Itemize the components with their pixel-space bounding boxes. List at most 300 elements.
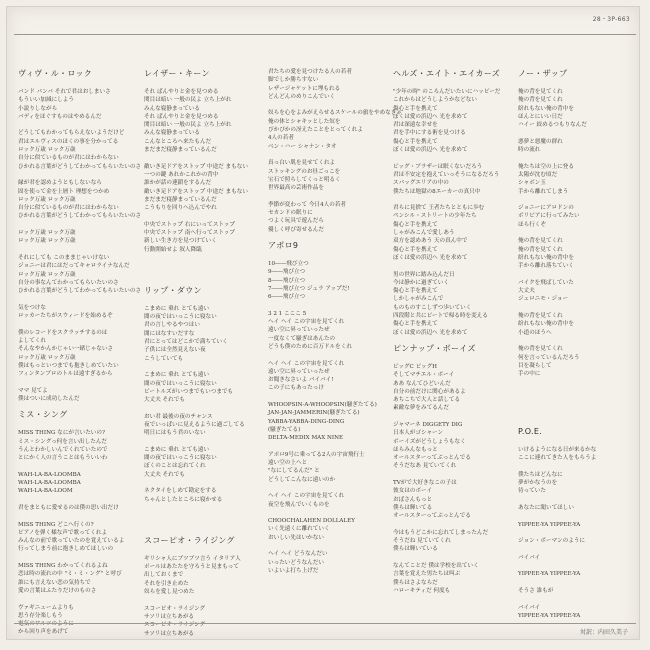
lyric-line: 四段階と共にビートで帰る時を変える: [393, 313, 488, 320]
song-block: [18, 409, 133, 636]
lyric-line: ほら行くぞ: [518, 221, 546, 228]
stanza-break: [518, 412, 633, 420]
lyric-line: 7――飛び立つ ジェラ アップだ!: [268, 285, 350, 292]
lyric-line: ひかれる言葉がどうしてわかってもらいたいのさ: [18, 288, 142, 295]
stanza-break: [518, 403, 633, 411]
lyric-line: ハローキティだ 何度も: [393, 587, 451, 594]
song-title: ヘルズ・エイト・エイカーズ: [393, 69, 501, 78]
lyric-line: "なにしてるんだ" と: [268, 468, 320, 475]
stanza-break: [18, 320, 133, 328]
lyric-line: 小説りしながら: [18, 105, 58, 112]
lyric-line: ピアノを弾く様な声で歌ってくれよ: [18, 529, 108, 536]
lyric-line: ぼくは愛の浜辺へ 光を求めて: [393, 254, 468, 261]
stanza-break: [518, 271, 633, 279]
lyric-line: そんなやかんかじゃい一緒じゃないさ: [18, 346, 114, 353]
lyric-line: ロック万歳 ロック万歳: [18, 354, 76, 361]
lyric-line: レザージャケットに埋もれる: [268, 85, 341, 92]
lyric-line: ジャマーネ DIGGETY DIG: [393, 421, 463, 428]
lyric-line: JAN-JAN-JAMMERIN(騒ぎたてる): [268, 410, 360, 417]
lyric-line: 太陽が沈む頃だ: [518, 171, 558, 178]
lyric-line: 敵いき足ドアをストップ 中途だ まもない: [144, 188, 248, 195]
lyric-line: 誰にも言えない恋の気持ちで: [18, 579, 91, 586]
lyric-line: ギリシャ人にブツブツ言う イタリア人: [144, 555, 241, 562]
lyric-line: どうしてもわかってもらえないようだけど: [18, 130, 125, 137]
lyric-line: 時の流れ: [518, 147, 541, 154]
lyric-line: しゃがみこんで愛しあう: [393, 230, 455, 237]
stanza-break: [144, 404, 259, 412]
lyric-line: 僕はもっといつまでも抱きしめていたい: [18, 362, 119, 369]
lyric-line: よしてくれ: [18, 337, 46, 344]
stanza-break: [144, 479, 259, 487]
lyric-line: ヘイ ヘイ この宇宙を見てくれ: [268, 319, 345, 326]
lyric-line: サソリは立ちあがる: [144, 613, 195, 620]
lyric-line: 闇の夜ではいっこうに寝ない: [144, 380, 217, 387]
lyric-line: 紛れもない俺の背中を: [518, 105, 574, 112]
lyric-line: あなたに聞いてほしい: [518, 504, 574, 511]
lyric-line: そうだね 見ていてくれ: [393, 538, 451, 545]
lyric-line: 一つの鍵 あれかこれかの背中: [144, 171, 219, 178]
lyric-line: これからはどうしようかなどない: [393, 97, 477, 104]
lyric-line: 傷心と手を携えて: [393, 246, 438, 253]
stanza-break: [18, 378, 133, 386]
lyric-line: 優しく呼び寄せるんだ: [268, 226, 324, 233]
stanza-break: [144, 521, 259, 529]
lyric-line: 俺の背を見てくれ: [518, 238, 563, 245]
lyric-line: バイバイ: [518, 554, 541, 561]
lyric-line: 何を言っているんだろう: [518, 354, 580, 361]
song-title: アポロ9: [268, 240, 299, 250]
lyric-line: 明日にはもう君のいない: [144, 430, 206, 437]
lyric-line: 傷心と手を携えて: [393, 321, 438, 328]
lyric-line: みんな寝静まっている: [144, 130, 200, 137]
lyric-line: 君の言しやるやつはい: [144, 322, 200, 329]
lyric-line: ものものすこしずつ歩いていく: [393, 304, 472, 311]
stanza-break: [144, 262, 259, 270]
lyric-line: 真っ白い肌を見せてくれよ: [268, 160, 336, 167]
lyric-line: ぼくは愛の浜辺へ 光を求めて: [393, 113, 468, 120]
lyric-line: スコーピオ・ライジング: [144, 605, 206, 612]
lyric-line: ヘイ ヘイ どうなんだい: [268, 551, 328, 558]
song-title: リップ・ダウン: [144, 285, 202, 295]
lyric-line: 紛れもない俺の背中を: [518, 321, 574, 328]
lyric-line: 夜でいっぱいに見えるように過ごしてる: [144, 421, 245, 428]
lyric-line: 傷心と手を携えて: [393, 138, 438, 145]
stanza-break: [144, 512, 259, 520]
lyric-line: 一度なくて騒ぎはあんたの: [268, 335, 336, 342]
lyric-line: なんてことだ 僕は学校を出ていく: [393, 563, 479, 570]
lyric-line: 君たちの愛を見つけたる人の若者: [268, 69, 352, 75]
lyric-line: スバッグエリアの中の: [393, 180, 449, 187]
lyric-line: 双方を認めあう 天の真ん中で: [393, 238, 468, 245]
stanza-break: [393, 413, 508, 421]
lyric-line: バンド バンバ それで君はおしまいさ: [18, 89, 111, 95]
lyric-line: 君はエルヴィスのほくの事を分かってる: [18, 138, 119, 145]
lyric-line: 自分の事なんてわかってもらいたいのさ: [18, 279, 119, 286]
lyric-line: そうだなあ 見ていてくれ: [393, 463, 457, 470]
lyric-line: オールスターってぶっとんでる: [393, 455, 471, 462]
lyric-line: ビッグ・ブラザーは眠くないだろう: [393, 163, 483, 170]
lyric-line: 遠い空に昇っていったぜ: [268, 327, 330, 334]
lyric-line: ああ なんてひどいんだ: [393, 380, 451, 387]
stanza-break: [393, 262, 508, 270]
lyric-line: 遠い空に昇っていったぜ: [268, 368, 330, 375]
lyric-line: YIPPEE-YA YIPPEE-YA: [518, 571, 581, 578]
lyric-line: ベン・ハー シャナン・タオ: [268, 143, 337, 150]
lyric-line: ぴかぴかの冴えたことをとってくれよ: [268, 127, 363, 134]
stanza-break: [518, 462, 633, 470]
lyric-line: 思う存分楽しもう: [18, 612, 63, 619]
lyric-line: ジョニーにアロドンの: [518, 205, 574, 212]
song-block: [268, 68, 402, 234]
lyric-line: ポールはあたたを守ろうと見まもって: [144, 564, 239, 571]
lyric-line: 4人の若者: [268, 135, 294, 142]
stanza-break: [144, 504, 259, 512]
lyric-line: バイバイ: [518, 604, 541, 611]
lyric-line: ちゃんとしたところに寝かせる: [144, 496, 223, 503]
song-block: [518, 68, 633, 420]
lyric-line: 出しておくまで: [144, 572, 184, 579]
lyric-line: 待っていた: [518, 488, 546, 495]
lyric-line: アポロ9号に乗ってる2人の宇宙飛行士: [268, 451, 365, 458]
lyric-line: 恋は時の流れの中 "ミ・ミ・ング" と呼び: [18, 571, 122, 578]
bottom-rule: [14, 623, 636, 624]
lyric-line: 世界最高の芸術作品を: [268, 185, 324, 192]
lyric-line: ヴァギニュームよりも: [18, 604, 74, 611]
lyric-line: 俺の背を見てくれ: [518, 97, 563, 104]
stanza-break: [268, 192, 383, 200]
lyric-line: フィンタンブロのトルは遠すぎるから: [18, 371, 113, 378]
lyric-line: 電気のワルツのように: [18, 621, 74, 628]
lyric-line: YIPPEE-YA YIPPEE-YA: [518, 521, 581, 528]
lyric-line: サソリは立ちあがる: [144, 630, 195, 637]
lyric-line: MISS THING わかってくれるよね: [18, 563, 108, 570]
lyric-line: WAH-LA-BA-LOOM: [18, 488, 73, 495]
lyric-line: TVがで大好きなこの子は: [393, 480, 457, 487]
lyric-line: 俺の背を見てくれ: [518, 89, 563, 95]
stanza-break: [268, 509, 383, 517]
stanza-break: [18, 246, 133, 254]
song-block: [518, 426, 633, 620]
lyric-line: 今はもうどこかに忘れてしまったんだ: [393, 529, 489, 536]
song-title: スコーピオ・ライジング: [144, 535, 235, 545]
stanza-break: [518, 196, 633, 204]
lyric-line: どうも僕のために百万ドルをくれ: [268, 343, 352, 350]
lyric-line: 大丈夫 それでも: [144, 471, 185, 478]
lyric-line: こまめに 乗れ とても遠い: [144, 446, 210, 453]
lyric-line: ボリビアに行ってみたい: [518, 213, 580, 220]
lyric-line: ひかれる言葉がどうしてわかってもらいたいのさ: [18, 213, 142, 220]
lyric-line: 闇にはなすいだすな: [144, 330, 195, 337]
stanza-break: [144, 596, 259, 604]
stanza-break: [18, 512, 133, 520]
lyric-line: 小道のほうへ: [518, 329, 552, 336]
lyric-line: 僕たちはどんなに: [518, 471, 563, 478]
lyric-line: から回り声をあげて: [18, 629, 69, 636]
lyric-line: 敵いき足ドアをストップ 中途だ まもない: [144, 163, 248, 170]
stanza-break: [268, 351, 383, 359]
lyric-line: そしてマチエル・ボーイ: [393, 372, 455, 379]
song-block: [144, 68, 259, 279]
lyric-line: 脚でしか勝ちすない: [268, 77, 319, 84]
lyric-line: オールスターってぶっとんでる: [393, 513, 471, 520]
stanza-break: [518, 395, 633, 403]
lyric-line: 君は不安定を抱えていっそうになるだろう: [393, 171, 500, 178]
lyric-line: ビッグC ビッグH: [393, 363, 438, 370]
lyric-line: 闇の夜ではいっこうに寝ない: [144, 314, 217, 321]
lyrics-column-2: [144, 68, 259, 644]
stanza-break: [18, 554, 133, 562]
stanza-break: [18, 462, 133, 470]
stanza-break: [18, 121, 133, 129]
lyric-line: うんとわかしいんでくれていたので: [18, 446, 108, 453]
lyric-line: 10――飛び立つ: [268, 260, 309, 267]
lyric-line: セカンドの眠りに: [268, 210, 313, 217]
lyric-line: シャボン玉: [518, 180, 546, 187]
lyric-line: まだまだ寝静まっているんだ: [144, 147, 217, 154]
lyric-line: ぼくは愛の浜辺へ 光を求めて: [393, 329, 468, 336]
lyric-line: いよいよ打ち上げだ: [268, 567, 319, 574]
lyric-line: 固を使って金を上層ト 理想をつかめ: [18, 188, 110, 195]
lyric-line: こまめに 乗れ とても遠い: [144, 372, 210, 379]
lyric-line: 奴らを愛し見つめた: [144, 589, 195, 596]
stanza-break: [393, 521, 508, 529]
lyric-line: 素敵な夢をみてるんだ: [393, 405, 449, 412]
lyric-line: 行動開始せよ 叙人降臨: [144, 246, 202, 253]
lyric-line: 遠い空の上へと: [268, 460, 308, 467]
song-block: [144, 285, 259, 529]
lyric-line: バイクを飛ばしていた: [518, 279, 574, 286]
stanza-break: [393, 196, 508, 204]
stanza-break: [268, 484, 383, 492]
lyric-line: とにかく人の言うことはもういいわ: [18, 455, 108, 462]
lyric-line: 彼女はのボーイ: [393, 488, 433, 495]
lyric-line: いけるようになる日が来るかな: [518, 446, 597, 453]
stanza-break: [518, 496, 633, 504]
lyric-line: 手の中に: [518, 371, 541, 378]
lyric-line: 関目は暗い 一般の民よ 立ち上がれ: [144, 122, 232, 129]
stanza-break: [18, 595, 133, 603]
lyric-line: WAH-LA-BA-LOOMBA: [18, 471, 81, 478]
lyric-line: DELTA-MEDIX MAX NINE: [268, 435, 344, 442]
lyric-line: 傷心と手を携えて: [393, 288, 438, 295]
lyric-line: 自分に似ているものが君にはわからない: [18, 205, 119, 212]
song-title: ヴィヴ・ル・ロック: [18, 69, 93, 78]
stanza-break: [268, 151, 383, 159]
lyric-line: 中央でストップ 右にいってストップ: [144, 221, 235, 228]
lyric-line: ミス・シングっ何を言い出したんだ: [18, 438, 108, 445]
lyric-line: 悪夢と悪魔の群れ: [518, 138, 563, 145]
lyric-line: WAH-LA-BA-LOOMBA: [18, 480, 81, 487]
lyric-line: 子供には全然見えない夜: [144, 347, 206, 354]
top-rule: [14, 34, 636, 35]
lyric-line: 手から離れてしまう: [518, 188, 569, 195]
song-block: [393, 68, 508, 337]
lyric-line: 僕のレコードをスクラッチするのは: [18, 329, 108, 336]
lyrics-column-3: [268, 68, 402, 581]
stanza-break: [144, 363, 259, 371]
stanza-break: [18, 171, 133, 179]
lyric-line: ほらみんなもっと: [393, 446, 438, 453]
lyric-line: ハイー 絞めるつもりなんだ: [518, 122, 587, 129]
stanza-break: [18, 295, 133, 303]
lyric-line: 宝石で照らしてくっと明るく: [268, 176, 341, 183]
lyric-line: それ ぱんやりと金を見つめる: [144, 113, 219, 120]
lyric-line: 男の世界に踏み込んだ日: [393, 271, 455, 278]
lyric-line: 言葉を覚えた男たちは叫ぶ: [393, 571, 461, 578]
lyric-line: ロック万歳 ロック万歳: [18, 230, 76, 237]
stanza-break: [518, 154, 633, 162]
lyric-line: おい君 最後の夜のチャンス: [144, 413, 213, 420]
stanza-break: [518, 337, 633, 345]
stanza-break: [518, 129, 633, 137]
lyric-line: こうもりを回りへ込んでやれ: [144, 205, 217, 212]
lyric-line: つよく玩具で遊んだら: [268, 218, 324, 225]
stanza-break: [518, 579, 633, 587]
lyric-line: おいしい先はいかない: [268, 534, 324, 541]
stanza-break: [144, 438, 259, 446]
lyric-line: あちこちで大人と話してる: [393, 397, 461, 404]
lyric-line: ヘイ ヘイ この宇宙を見てくれ: [268, 493, 345, 500]
lyric-line: ロック万歳 ロック万歳: [18, 147, 76, 154]
lyric-line: それを引き止めた: [144, 580, 189, 587]
stanza-break: [518, 387, 633, 395]
lyric-line: 僕らは輝いてる: [393, 504, 433, 511]
lyric-line: おばさんもっと: [393, 496, 433, 503]
lyric-line: ロック万歳 ロック万歳: [18, 271, 76, 278]
lyric-line: 縁が君を認めようともしないなら: [18, 180, 102, 187]
catalog-number: 28・3P-663: [592, 16, 630, 23]
lyric-line: YIPPEE-YA YIPPEE-YA: [518, 612, 581, 619]
lyric-line: 自分に似ているものが君にはわからない: [18, 155, 119, 162]
stanza-break: [518, 378, 633, 386]
lyric-line: どんどんのめりこんでいく: [268, 93, 336, 100]
lyric-line: みんな寝静まっている: [144, 105, 200, 112]
lyric-line: ストッキングのお昼ごっこを: [268, 168, 341, 175]
lyric-line: 日本人がゴシャーン: [393, 430, 444, 437]
lyric-line: YABBA-YABBA-DING-DING: [268, 418, 345, 425]
lyric-line: ロック万歳 ロック万歳: [18, 196, 76, 203]
lyric-line: 君らに見捨て 王者たちとともに歩む: [393, 205, 485, 212]
lyric-line: 俺の体とシャキッとした奴を: [268, 118, 341, 125]
stanza-break: [144, 254, 259, 262]
lyric-line: いったいどうなんだい: [268, 559, 324, 566]
lyric-line: 愛の言葉はふたりだけのものさ: [18, 587, 97, 594]
lyric-line: 俺たちは空の上に登る: [518, 163, 574, 170]
lyric-line: 僕はついに成功したんだ: [18, 395, 80, 402]
lyric-line: いく先遠くに離れていく: [268, 526, 330, 533]
lyric-line: 3 2 1 こここ 5: [268, 310, 307, 317]
lyric-line: 奴らを心をよみがえらせるスケールの旅をやめなきゃ: [268, 110, 402, 117]
stanza-break: [518, 545, 633, 553]
lyric-line: 大丈夫: [518, 288, 535, 295]
lyric-line: ボーイズがどうしょうもなく: [393, 438, 466, 445]
stanza-break: [144, 212, 259, 220]
lyric-line: 君をまともに愛せるのは僕の思い出だけ: [18, 504, 119, 511]
lyric-line: 大丈夫 それでも: [144, 397, 185, 404]
lyric-line: みんなの前で歌っていたのを覚えているよ: [18, 538, 125, 545]
stanza-break: [518, 595, 633, 603]
lyric-line: 季節が変わって 今日4人の若者: [268, 201, 347, 208]
lyric-line: MISS THING なにが言いたいの?: [18, 430, 105, 437]
lyrics-column-5: [518, 68, 633, 626]
lyric-line: ジョン・ボーマンのように: [518, 538, 586, 545]
lyric-line: そうさ 誰もが: [518, 587, 554, 594]
lyric-line: ジェロニモ・ジョー: [518, 296, 569, 303]
lyric-line: 君を手中にする術を見つける: [393, 130, 466, 137]
lyric-line: 中央でストップ 南へ行ってストップ: [144, 230, 235, 237]
lyric-line: ビートルズがいつまでもいつまでも: [144, 388, 234, 395]
lyric-line: (騒ぎたてる): [268, 426, 301, 433]
lyric-line: 自分の前だけに関心があるよ: [393, 388, 466, 395]
lyric-line: 俺の背を見てくれ: [518, 313, 563, 320]
lyric-line: 行ってしまう前に抱きしめてほしいの: [18, 546, 114, 553]
lyric-line: 6――飛び立つ: [268, 294, 306, 301]
lyric-line: ネクタイをしめて勘定をする: [144, 488, 217, 495]
lyric-line: それ ぱんやりと金を見つめる: [144, 89, 219, 95]
song-title: レイザー・キーン: [144, 69, 210, 78]
lyric-line: 君は深遠な幸せを: [393, 122, 438, 129]
lyric-line: ほんとにいい日だ: [518, 113, 563, 120]
lyric-line: CHOOCHALAHEN DOLLALEY: [268, 518, 355, 525]
lyric-line: まだまだ寝静まっているんだ: [144, 196, 217, 203]
lyric-line: 目を凝らして: [518, 362, 552, 369]
stanza-break: [518, 229, 633, 237]
lyric-line: 8――飛び立つ: [268, 277, 306, 284]
lyric-line: 新しい生き方を見つけていく: [144, 238, 217, 245]
lyric-line: 僕らはさよならだ: [393, 579, 438, 586]
stanza-break: [144, 271, 259, 279]
lyric-line: 夢がかなうのを: [518, 480, 558, 487]
stanza-break: [268, 442, 383, 450]
stanza-break: [144, 154, 259, 162]
lyric-line: ジョニーは君にはだってキャロライナなんだ: [18, 263, 130, 270]
song-title: P.O.E.: [518, 426, 543, 436]
lyric-line: 紛れもない俺の背中を: [518, 254, 574, 261]
lyric-line: 俺の背を見てくれ: [518, 246, 563, 253]
lyric-line: MISS THING どこへ行くの?: [18, 521, 94, 528]
lyric-line: "少年の時" のころんだいたいにハッピーだ: [393, 89, 501, 95]
lyric-line: 君にとってはどこかで満ちていく: [144, 339, 228, 346]
stanza-break: [393, 471, 508, 479]
song-block: [18, 68, 142, 403]
stanza-break: [518, 529, 633, 537]
lyrics-column-4: [393, 68, 508, 601]
stanza-break: [268, 542, 383, 550]
lyric-line: ママ 見てよ: [18, 387, 48, 394]
lyric-line: 誰かが話の連鎖をするんだ: [144, 180, 212, 187]
lyric-line: こんなところへ来たもんだ: [144, 138, 212, 145]
lyric-line: ロック万歳 ロック万歳: [18, 238, 76, 245]
lyric-line: もういい加減にしよう: [18, 97, 74, 104]
lyric-line: ここに連れてきた人をもらうよ: [518, 455, 597, 462]
song-block: [268, 240, 383, 575]
lyric-line: それにしても このままじゃいけない: [18, 254, 110, 261]
song-block: [393, 343, 508, 595]
lyric-line: ぼくは愛の浜辺へ 光を求めて: [393, 147, 468, 154]
song-title: ミス・シング: [18, 410, 68, 420]
lyric-line: お聞きなさいよ バイバイ!: [268, 377, 334, 384]
lyric-line: 傷心と手を携えて: [393, 105, 438, 112]
lyric-line: ぼくのことは忘れてくれ: [144, 463, 206, 470]
stanza-break: [18, 496, 133, 504]
stanza-break: [268, 301, 383, 309]
stanza-break: [18, 221, 133, 229]
stanza-break: [393, 554, 508, 562]
lyric-line: 今は静かに過ぎていく: [393, 279, 449, 286]
lyric-line: 闇の夜ではいっこうに寝ない: [144, 455, 217, 462]
lyric-line: ひかれる言葉がどうしてわかってもらいたいのさ: [18, 163, 142, 170]
stanza-break: [268, 101, 383, 109]
